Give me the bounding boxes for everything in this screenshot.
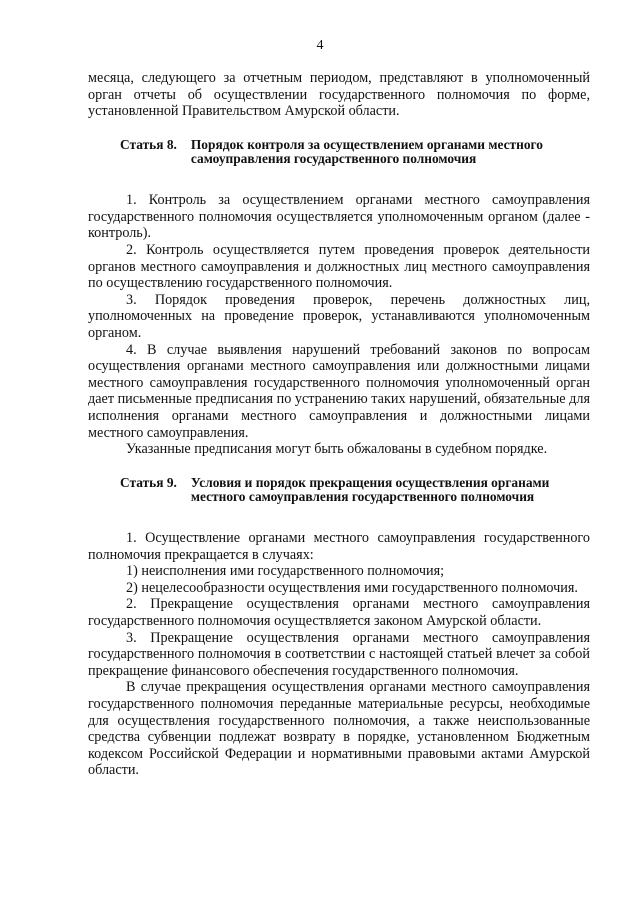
article-9-paragraph-2: 2. Прекращение осуществления органами местного самоуправления государственного полномочия осуществляется законом Амурской области. [88, 596, 590, 630]
article-8-paragraph-3: 3. Порядок проведения проверок, перечень должностных лиц, уполномоченных на проведение проверок, устанавливаются уполномоченным органом. [88, 291, 590, 341]
article-number: Статья 8. [120, 136, 177, 152]
article-8-paragraph-2: 2. Контроль осуществляется путем проведения проверок деятельности органов местного самоуправления и должностных лиц местного самоуправления по осуществлению государственного полномочия. [88, 241, 590, 292]
article-9-item-1: 1) неисполнения ими государственного полномочия; [126, 563, 445, 580]
article-9-item-2: 2) нецелесообразности осуществления ими государственного полномочия. [126, 579, 578, 596]
article-8-paragraph-1: 1. Контроль за осуществлением органами местного самоуправления государственного полномочия осуществляется уполномоченным органом (далее - контроль). [88, 192, 590, 242]
continued-paragraph: месяца, следующего за отчетным периодом, представляют в уполномоченный орган отчеты об осуществлении государственного полномочия по форме, установленной Правительством Амурской области. [88, 70, 590, 120]
document-body [88, 70, 590, 779]
article-9-paragraph-3: 3. Прекращение осуществления органами местного самоуправления государственного полномочия в соответствии с настоящей статьей влечет за собой прекращение финансового обеспечения государственного полномочия. [88, 629, 590, 679]
page-number: 4 [316, 38, 324, 53]
article-number: Статья 9. [120, 474, 177, 490]
article-8-paragraph-4: 4. В случае выявления нарушений требований законов по вопросам осуществления органами местного самоуправления или должностными лицами местного самоуправления государственного полномочия уполномоченный орган дает письменные предписания по устранению таких нарушений, обязательные для исполнения органами местного самоуправления и должностными лицами местного самоуправления. [88, 341, 590, 441]
article-9-paragraph-4: В случае прекращения осуществления органами местного самоуправления государственного полномочия переданные материальные ресурсы, необходимые для осуществления государственного полномочия, а также неиспользованные средства субвенции подлежат возврату в порядке, установленном Бюджетным кодексом Российской Федерации и нормативными правовыми актами Амурской области. [88, 679, 590, 779]
article-8-heading [120, 138, 590, 166]
article-8-paragraph-5: Указанные предписания могут быть обжалованы в судебном порядке. [126, 441, 548, 458]
article-9-paragraph-1: 1. Осуществление органами местного самоуправления государственного полномочия прекращается в случаях: [88, 530, 590, 563]
article-title: Порядок контроля за осуществлением органами местного самоуправления государственного полномочия [190, 136, 543, 166]
article-title: Условия и порядок прекращения осуществления органами местного самоуправления государственного полномочия [190, 474, 550, 504]
article-9-heading [120, 476, 590, 504]
